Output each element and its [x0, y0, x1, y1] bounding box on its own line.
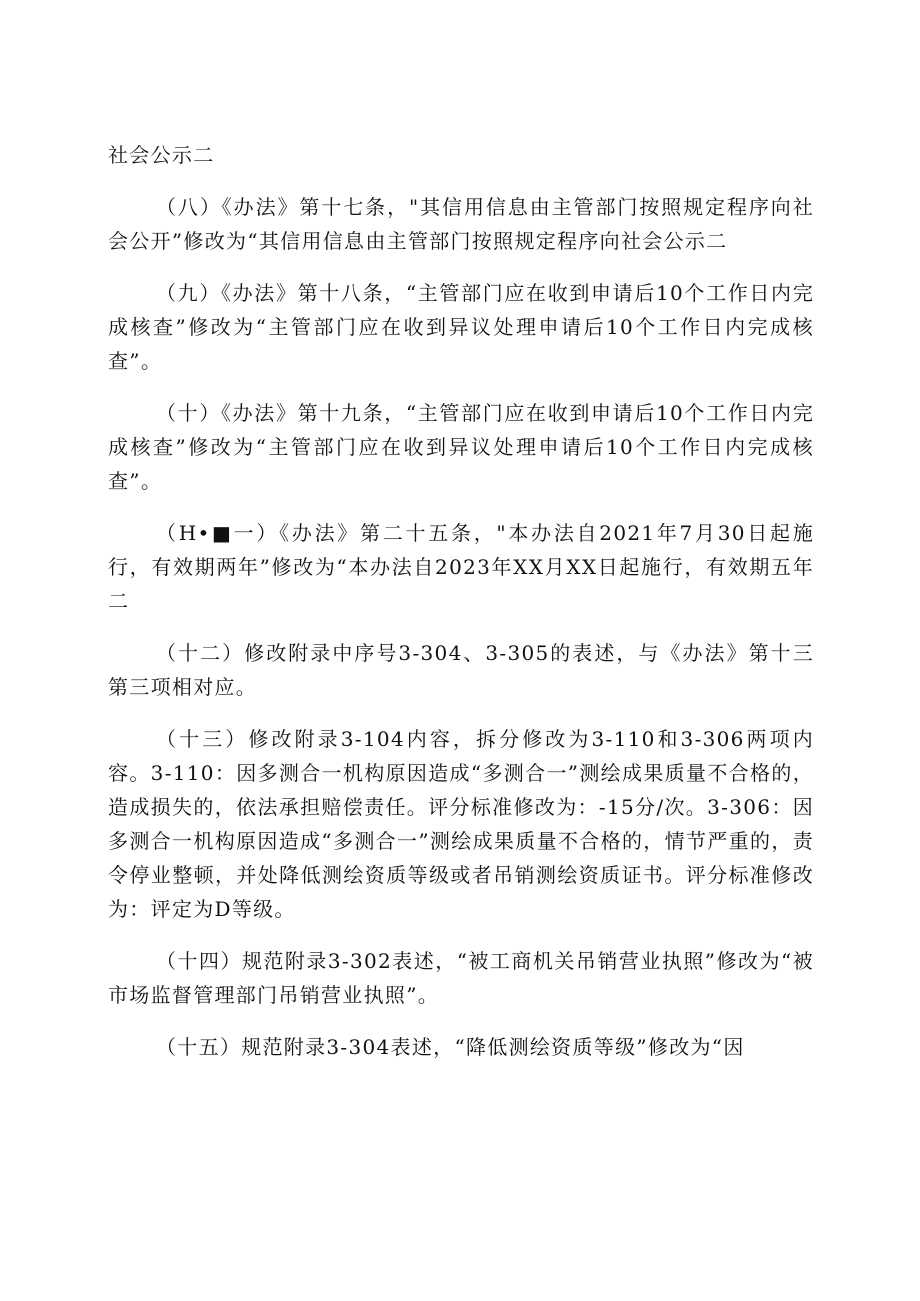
paragraph-item-9: （九）《办法》第十八条，“主管部门应在收到申请后10个工作日内完成核查”修改为“主管部门应在收到异议处理申请后10个工作日内完成核查”。 [108, 281, 814, 373]
paragraph-item-15: （十五）规范附录3-304表述，“降低测绘资质等级”修改为“因 [156, 1035, 745, 1059]
paragraph-item-11: （H•■一）《办法》第二十五条，"本办法自2021年7月30日起施行，有效期两年”修改为“本办法自2023年XX月XX日起施行，有效期五年二 [108, 521, 814, 613]
paragraph-item-10: （十）《办法》第十九条，“主管部门应在收到申请后10个工作日内完成核查”修改为“主管部门应在收到异议处理申请后10个工作日内完成核查”。 [108, 401, 814, 493]
paragraph-item-12: （十二）修改附录中序号3-304、3-305的表述，与《办法》第十三第三项相对应。 [108, 641, 814, 699]
paragraph-item-13: （十三）修改附录3-104内容，拆分修改为3-110和3-306两项内容。3-110：因多测合一机构原因造成“多测合一”测绘成果质量不合格的，造成损失的，依法承担赔偿责任。评分标准修改为：-15分/次。3-306：因多测合一机构原因造成“多测合一”测绘成果质量不合格的，情节严重的，责令停业整顿，并处降低测绘资质等级或者吊销测绘资质证书。评分标准修改为：评定为D等级。 [108, 727, 814, 921]
paragraph-item-14: （十四）规范附录3-302表述，“被工商机关吊销营业执照”修改为“被市场监督管理部门吊销营业执照”。 [108, 949, 814, 1007]
paragraph-continuation: 社会公示二 [108, 143, 215, 167]
paragraph-item-8: （八）《办法》第十七条，"其信用信息由主管部门按照规定程序向社会公开”修改为“其信用信息由主管部门按照规定程序向社会公示二 [108, 195, 814, 253]
document-body [108, 138, 814, 1082]
